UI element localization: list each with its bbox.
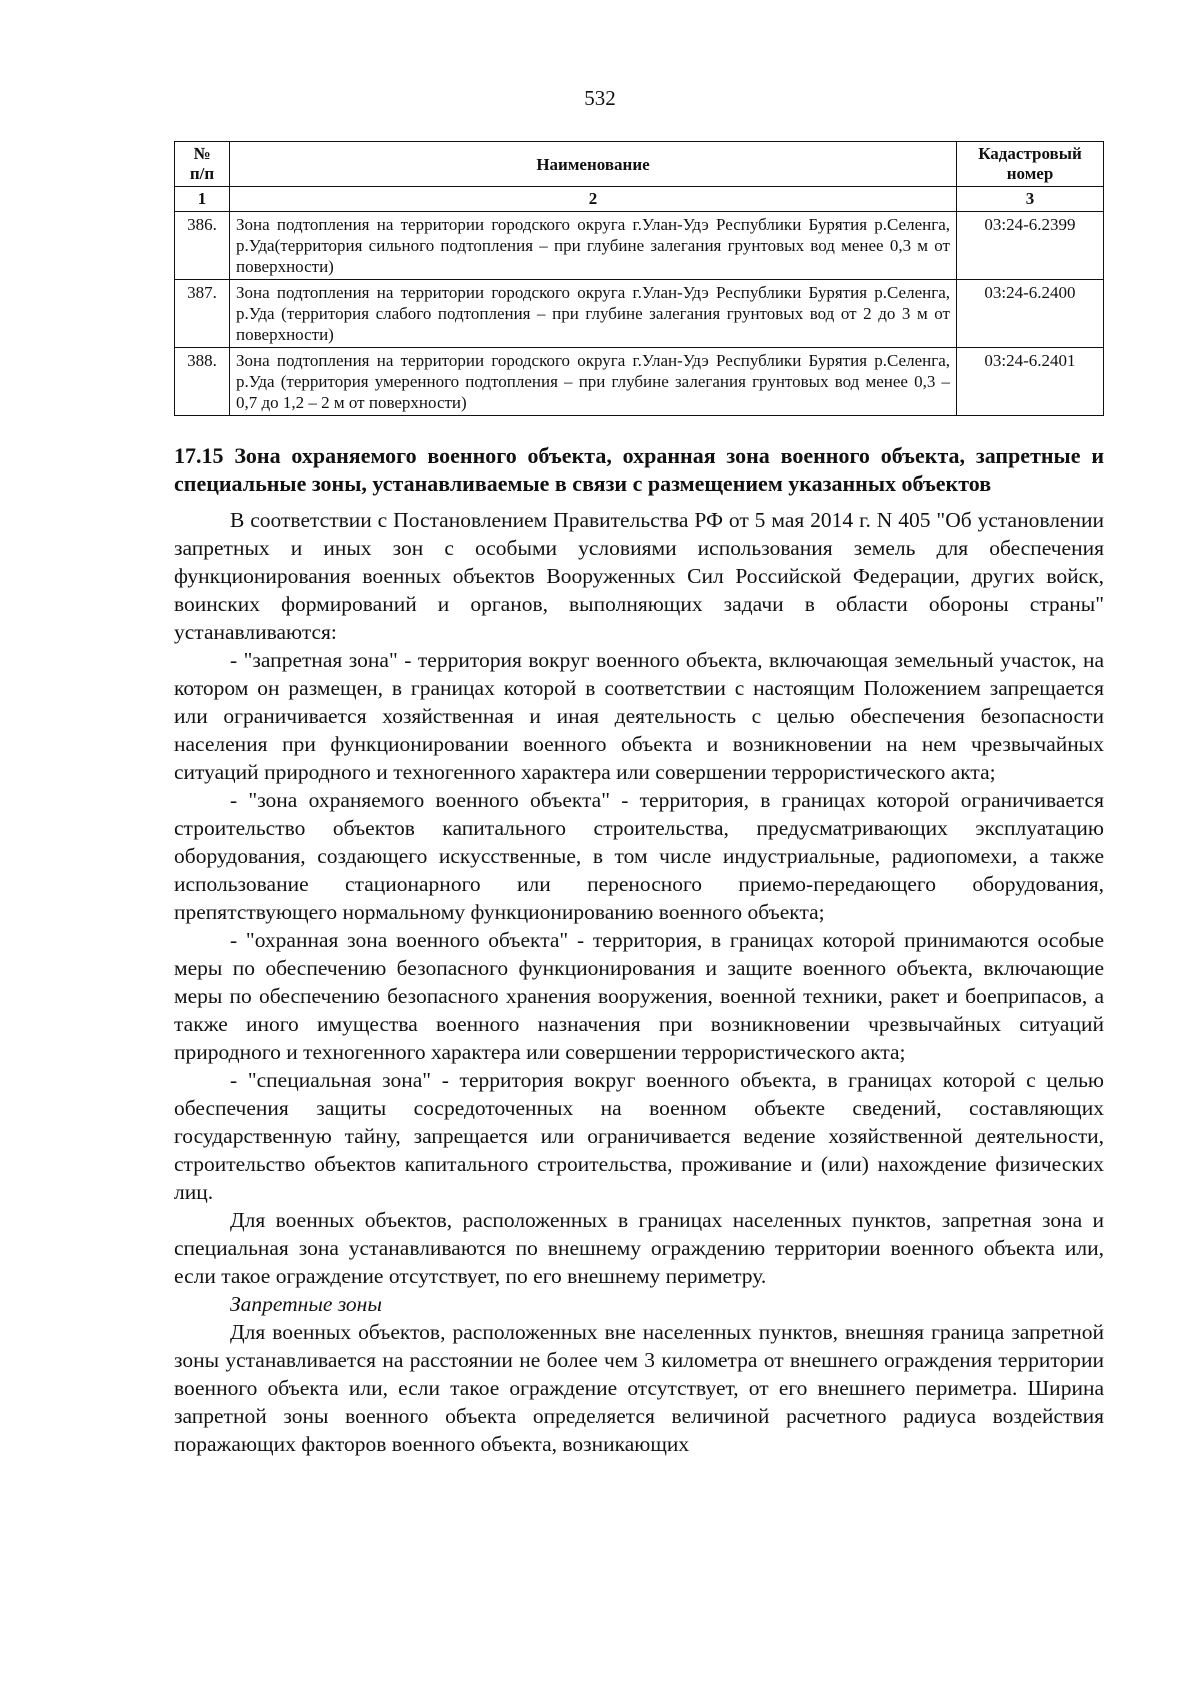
subheading: Запретные зоны [230,1292,382,1316]
paragraph: - "охранная зона военного объекта" - территория, в границах которой принимаются особые меры по обеспечению безопасного функционирования и защите военного объекта, включающие меры по обеспечению безопасного хранения вооружения, военной техники, ракет и боеприпасов, а также иного имущества военного назначения при возникновении чрезвычайных ситуаций природного и техногенного характера или совершении террористического акта; [174,928,1104,1064]
paragraph: Для военных объектов, расположенных вне населенных пунктов, внешняя граница запретной зоны устанавливается на расстоянии не более чем 3 километра от внешнего ограждения территории военного объекта или, если такое ограждение отсутствует, от его внешнего периметра. Ширина запретной зоны военного объекта определяется величиной расчетного радиуса воздействия поражающих факторов военного объекта, возникающих [174,1320,1104,1456]
table-row [175,212,1104,280]
row-name: Зона подтопления на территории городского округа г.Улан-Удэ Республики Бурятия р.Селенга, р.Уда (территория умеренного подтопления – при глубине залегания грунтовых вод менее 0,3 – 0,7 до 1,2 – 2 м от поверхности) [230,348,957,416]
header-num: № п/п [175,142,230,187]
column-number: 1 [175,187,230,212]
row-index: 387. [175,280,230,348]
row-index: 388. [175,348,230,416]
row-index: 386. [175,212,230,280]
section-heading: 17.15 Зона охраняемого военного объекта, охранная зона военного объекта, запретные и специальные зоны, устанавливаемые в связи с размещением указанных объектов [174,443,1104,496]
column-number: 3 [957,187,1104,212]
row-cadastral-number: 03:24-6.2400 [957,280,1104,348]
header-name: Наименование [230,142,957,187]
paragraph: - "запретная зона" - территория вокруг военного объекта, включающая земельный участок, на котором он размещен, в границах которой в соответствии с настоящим Положением запрещается или ограничивается хозяйственная и иная деятельность с целью обеспечения безопасности населения при функционировании военного объекта и возникновении на нем чрезвычайных ситуаций природного и техногенного характера или совершении террористического акта; [174,648,1104,784]
table-header-row [175,142,1104,187]
row-cadastral-number: 03:24-6.2399 [957,212,1104,280]
paragraph: В соответствии с Постановлением Правительства РФ от 5 мая 2014 г. N 405 "Об установлении запретных и иных зон с особыми условиями использования земель для обеспечения функционирования военных объектов Вооруженных Сил Российской Федерации, других войск, воинских формирований и органов, выполняющих задачи в области обороны страны" устанавливаются: [174,508,1104,644]
page-number: 532 [584,86,616,110]
table-row [175,348,1104,416]
section-17-15 [174,442,1104,1458]
table-row [175,280,1104,348]
paragraph: Для военных объектов, расположенных в границах населенных пунктов, запретная зона и специальная зона устанавливаются по внешнему ограждению территории военного объекта или, если такое ограждение отсутствует, по его внешнему периметру. [174,1208,1104,1288]
header-cadastral: Кадастровый номер [957,142,1104,187]
paragraph: - "зона охраняемого военного объекта" - территория, в границах которой ограничивается строительство объектов капитального строительства, предусматривающих эксплуатацию оборудования, создающего искусственные, в том числе индустриальные, радиопомехи, а также использование стационарного или переносного приемо-передающего оборудования, препятствующего нормальному функционированию военного объекта; [174,788,1104,924]
cadastral-table [174,141,1104,416]
paragraph: - "специальная зона" - территория вокруг военного объекта, в границах которой с целью обеспечения защиты сосредоточенных на военном объекте сведений, составляющих государственную тайну, запрещается или ограничивается ведение хозяйственной деятельности, строительство объектов капитального строительства, проживание и (или) нахождение физических лиц. [174,1068,1104,1204]
row-name: Зона подтопления на территории городского округа г.Улан-Удэ Республики Бурятия р.Селенга, р.Уда(территория сильного подтопления – при глубине залегания грунтовых вод менее 0,3 м от поверхности) [230,212,957,280]
column-number: 2 [230,187,957,212]
column-number-row [175,187,1104,212]
row-name: Зона подтопления на территории городского округа г.Улан-Удэ Республики Бурятия р.Селенга, р.Уда (территория слабого подтопления – при глубине залегания грунтовых вод от 2 до 3 м от поверхности) [230,280,957,348]
row-cadastral-number: 03:24-6.2401 [957,348,1104,416]
